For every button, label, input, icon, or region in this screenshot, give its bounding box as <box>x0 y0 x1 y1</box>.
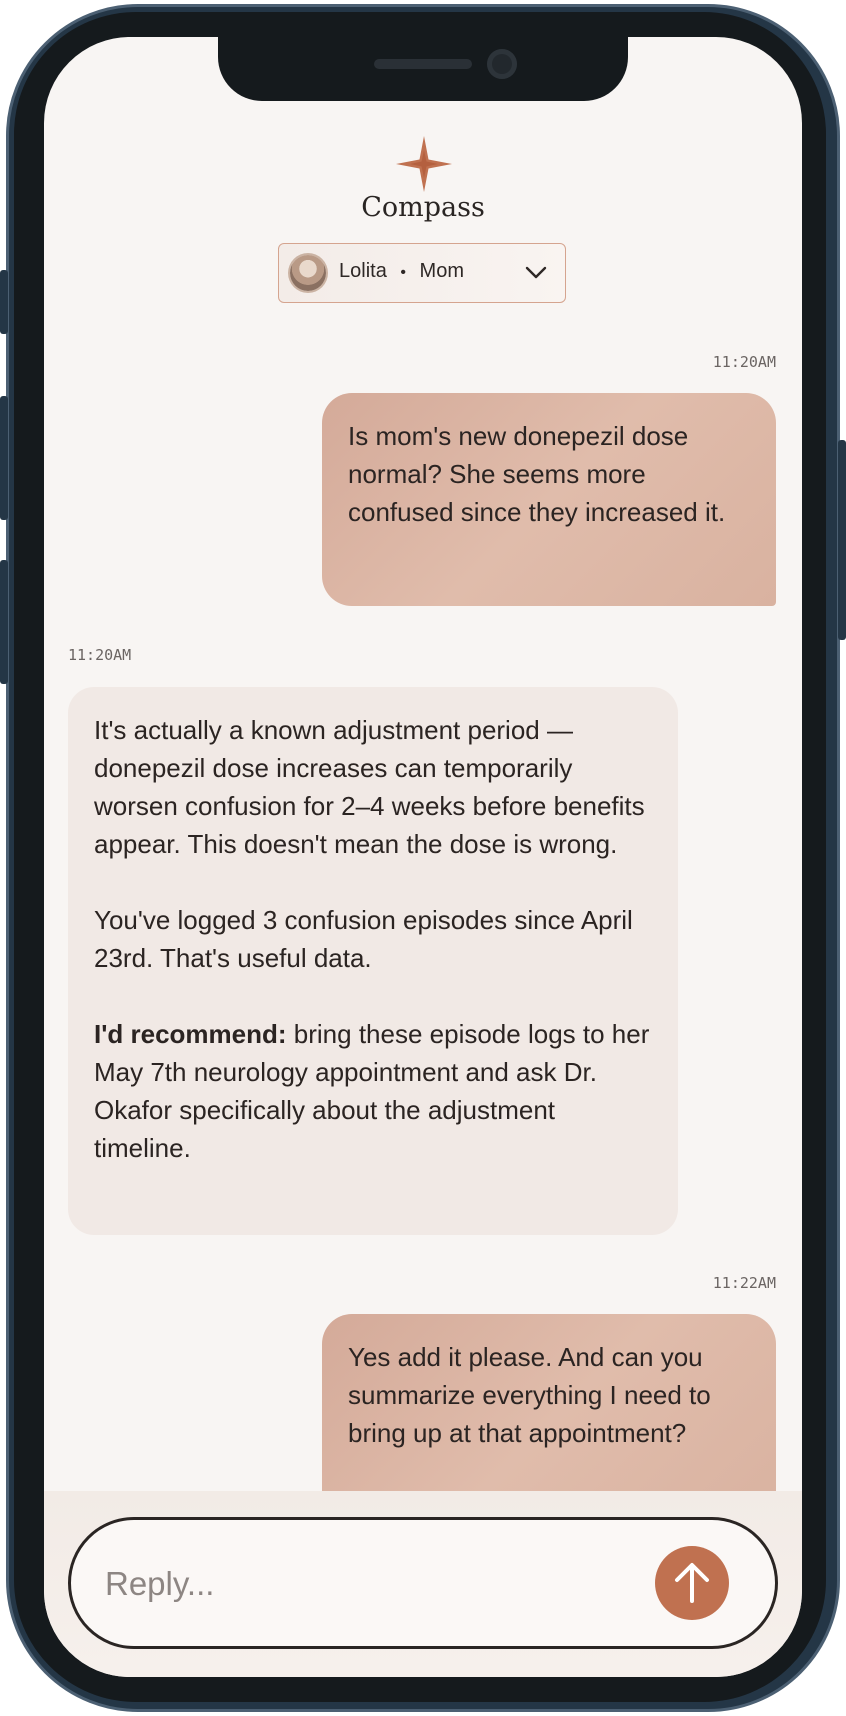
avatar <box>290 255 326 291</box>
notch <box>218 37 628 101</box>
message-text: Is mom's new donepezil dose normal? She seems more confused since they increased it. <box>348 421 726 527</box>
profile-name: Lolita <box>339 260 387 282</box>
message-timestamp: 11:22AM <box>712 1274 776 1292</box>
screen <box>44 37 802 1677</box>
profile-label <box>339 260 464 283</box>
app-title: Compass <box>361 192 485 223</box>
speaker-grille <box>374 59 472 69</box>
side-button <box>0 560 8 684</box>
message-emphasis: I'd recommend: <box>94 1019 287 1049</box>
chevron-down-icon <box>525 265 547 281</box>
message-text: You've logged 3 confusion episodes since April 23rd. That's useful data. <box>94 905 633 973</box>
profile-selector[interactable] <box>278 243 566 303</box>
arrow-up-icon <box>655 1546 729 1620</box>
message-text: bring these episode logs to her May 7th neurology appointment and ask Dr. Okafor specifically about the adjustment timeline. <box>94 1019 650 1163</box>
side-button <box>838 440 846 640</box>
side-button <box>0 270 8 334</box>
reply-composer <box>68 1517 778 1649</box>
assistant-message <box>68 687 678 1235</box>
reply-input[interactable] <box>103 1550 607 1618</box>
front-camera <box>487 49 517 79</box>
send-button[interactable] <box>655 1546 729 1620</box>
message-timestamp: 11:20AM <box>712 353 776 371</box>
profile-relation: Mom <box>419 260 464 282</box>
composer-area <box>44 1491 802 1677</box>
message-text: It's actually a known adjustment period — donepezil dose increases can temporarily worsen confusion for 2–4 weeks before benefits appear. This doesn't mean the dose is wrong. <box>94 715 645 859</box>
message-text: Yes add it please. And can you summarize everything I need to bring up at that appointment? <box>348 1342 711 1448</box>
profile-separator: • <box>400 264 406 281</box>
side-button <box>0 396 8 520</box>
user-message <box>322 393 776 606</box>
message-timestamp: 11:20AM <box>68 646 132 664</box>
message-paragraph <box>94 1015 658 1167</box>
compass-star-icon <box>396 136 452 192</box>
